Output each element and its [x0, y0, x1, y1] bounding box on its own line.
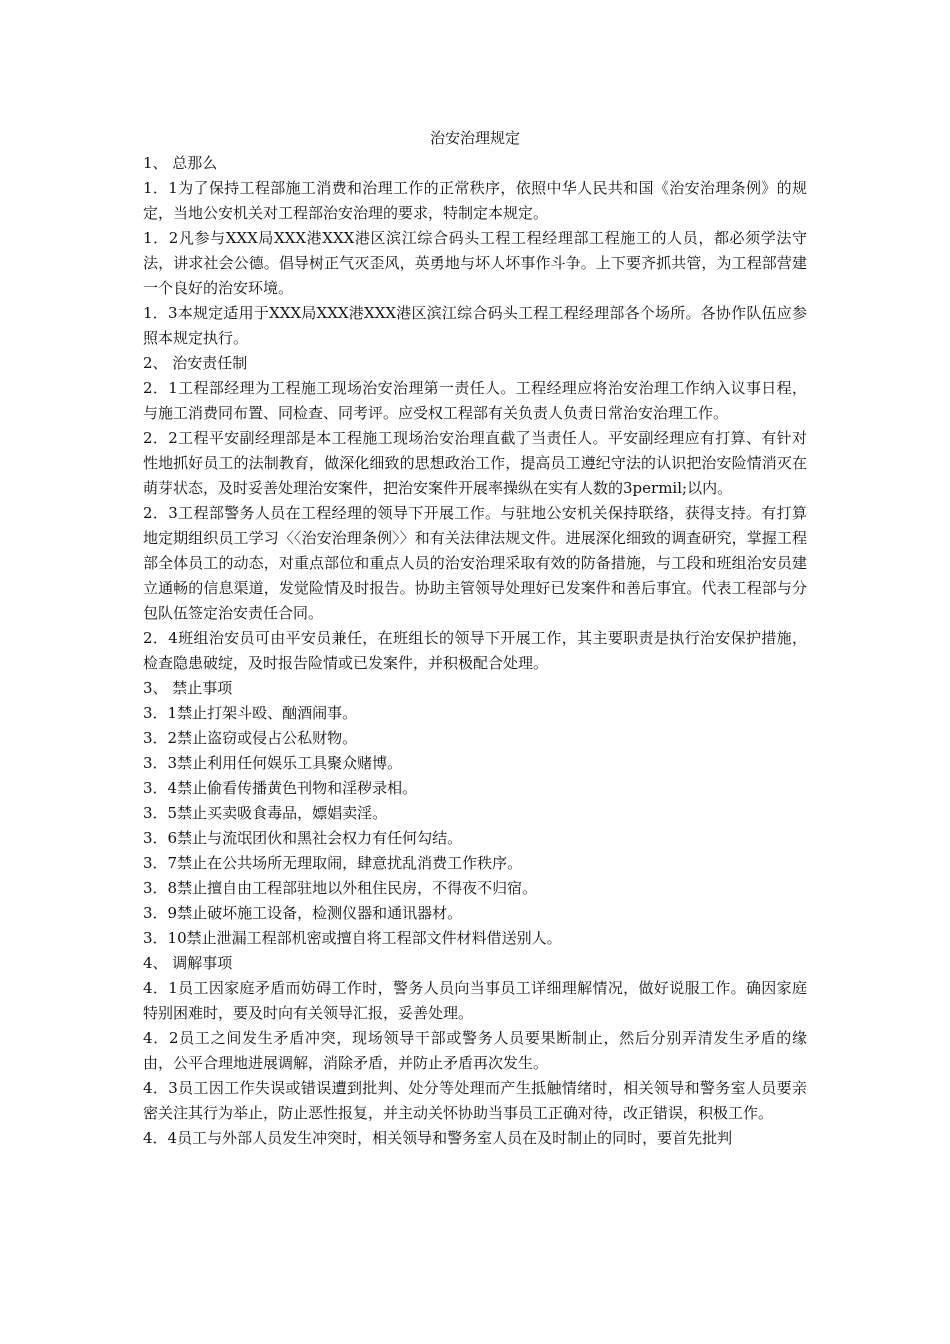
- paragraph: 3．7禁止在公共场所无理取闹，肆意扰乱消费工作秩序。: [143, 854, 523, 872]
- paragraph: 3．8禁止擅自由工程部驻地以外租住民房，不得夜不归宿。: [143, 879, 538, 897]
- paragraph: 1．1为了保持工程部施工消费和治理工作的正常秩序，依照中华人民共和国《治安治理条例》的规定，当地公安机关对工程部治安治理的要求，特制定本规定。: [143, 179, 807, 222]
- paragraph: 3．5禁止买卖吸食毒品，嫖娼卖淫。: [143, 804, 388, 822]
- paragraph: 3．1禁止打架斗殴、酗酒闹事。: [143, 704, 358, 722]
- paragraph: 3．10禁止泄漏工程部机密或擅自将工程部文件材料借送别人。: [143, 929, 562, 947]
- paragraph: 3．2禁止盗窃或侵占公私财物。: [143, 729, 358, 747]
- paragraph: 4．4员工与外部人员发生冲突时，相关领导和警务室人员在及时制止的同时，要首先批判: [143, 1129, 733, 1147]
- paragraph: 2．1工程部经理为工程施工现场治安治理第一责任人。工程经理应将治安治理工作纳入议事日程，与施工消费同布置、同检查、同考评。应受权工程部有关负责人负责日常治安治理工作。: [143, 379, 807, 422]
- paragraph: 3．6禁止与流氓团伙和黑社会权力有任何勾结。: [143, 829, 463, 847]
- paragraph: 2．3工程部警务人员在工程经理的领导下开展工作。与驻地公安机关保持联络，获得支持。有打算地定期组织员工学习〈〈治安治理条例〉〉和有关法律法规文件。进展深化细致的调查研究，掌握工程部全体员工的动态，对重点部位和重点人员的治安治理采取有效的防备措施，与工段和班组治安员建立通畅的信息渠道，发觉险情及时报告。协助主管领导处理好已发案件和善后事宜。代表工程部与分包队伍签定治安责任合同。: [143, 504, 807, 622]
- paragraph: 2．2工程平安副经理部是本工程施工现场治安治理直截了当责任人。平安副经理应有打算、有针对性地抓好员工的法制教育，做深化细致的思想政治工作，提高员工遵纪守法的认识把治安险情消灭在萌芽状态，及时妥善处理治安案件，把治安案件开展率操纵在实有人数的3permil;以内。: [143, 429, 807, 497]
- paragraph: 4．2员工之间发生矛盾冲突，现场领导干部或警务人员要果断制止，然后分别弄清发生矛盾的缘由，公平合理地进展调解，消除矛盾，并防止矛盾再次发生。: [143, 1029, 807, 1072]
- paragraph: 4、 调解事项: [143, 954, 233, 972]
- paragraph: 3．9禁止破坏施工设备，检测仪器和通讯器材。: [143, 904, 463, 922]
- paragraph: 1．2凡参与XXX局XXX港XXX港区滨江综合码头工程工程经理部工程施工的人员，都必须学法守法，讲求社会公德。倡导树正气灭歪风，英勇地与坏人坏事作斗争。上下要齐抓共管，为工程部营建一个良好的治安环境。: [143, 229, 807, 297]
- paragraph: 2、 治安责任制: [143, 354, 248, 372]
- paragraph: 3．4禁止偷看传播黄色刊物和淫秽录相。: [143, 779, 418, 797]
- paragraph: 1、 总那么: [143, 154, 218, 172]
- paragraph: 4．1员工因家庭矛盾而妨碍工作时，警务人员向当事员工详细理解情况，做好说服工作。确因家庭特别困难时，要及时向有关领导汇报，妥善处理。: [143, 979, 807, 1022]
- paragraph: 3．3禁止利用任何娱乐工具聚众赌博。: [143, 754, 403, 772]
- document-body: [143, 151, 807, 1151]
- paragraph: 1．3本规定适用于XXX局XXX港XXX港区滨江综合码头工程工程经理部各个场所。各协作队伍应参照本规定执行。: [143, 304, 807, 347]
- paragraph: 2．4班组治安员可由平安员兼任，在班组长的领导下开展工作，其主要职责是执行治安保护措施，检查隐患破绽，及时报告险情或已发案件，并积极配合处理。: [143, 629, 807, 672]
- paragraph: 4．3员工因工作失误或错误遭到批判、处分等处理而产生抵触情绪时，相关领导和警务室人员要亲密关注其行为举止，防止恶性报复，并主动关怀协助当事员工正确对待，改正错误，积极工作。: [143, 1079, 807, 1122]
- document-title: 治安治理规定: [429, 129, 520, 147]
- paragraph: 3、 禁止事项: [143, 679, 233, 697]
